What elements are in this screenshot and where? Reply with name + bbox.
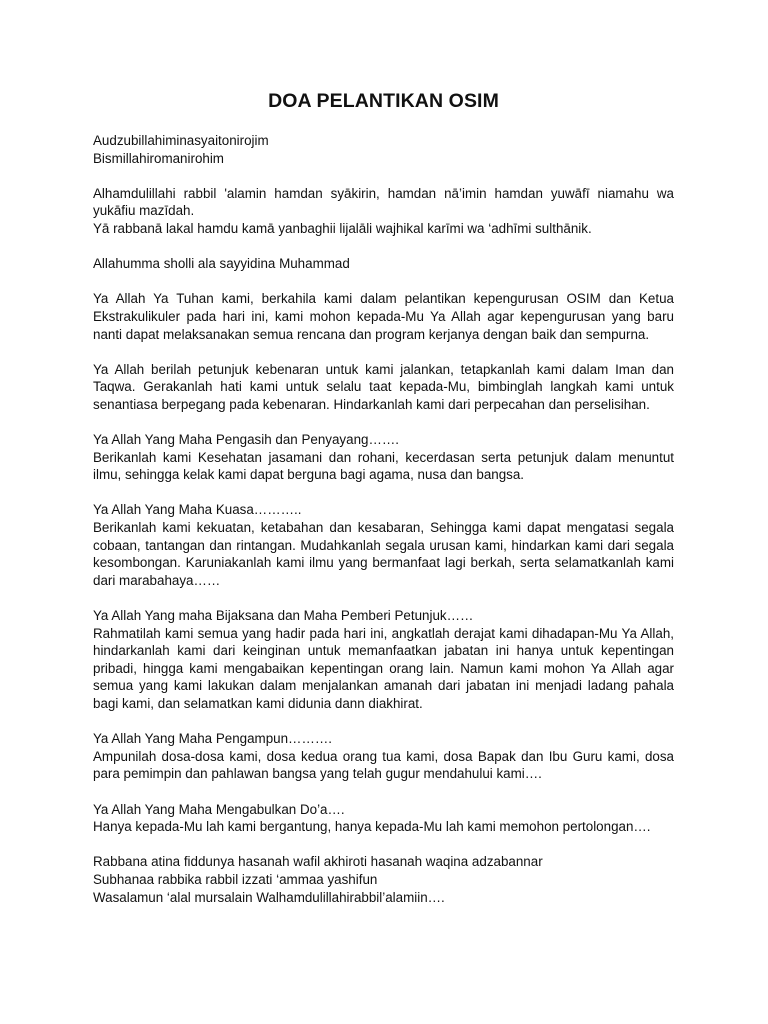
prayer-section-bijaksana bbox=[93, 607, 674, 713]
section-heading: Ya Allah Yang Maha Pengasih dan Penyayang……. bbox=[93, 432, 399, 448]
hamdalah-line-2: Yā rabbanā lakal hamdu kamā yanbaghii lijalāli wajhikal karīmi wa ‘adhīmi sulthānik. bbox=[93, 220, 592, 236]
sholawat-paragraph bbox=[93, 255, 674, 273]
line-taawudz: Audzubillahiminasyaitonirojim bbox=[93, 133, 269, 148]
closing-prayer bbox=[93, 853, 674, 906]
section-body: Berikanlah kami kekuatan, ketabahan dan kesabaran, Sehingga kami dapat mengatasi segala cobaan, tantangan dan rintangan. Mudahkanlah segala urusan kami, hindarkan kami dari segala kesombongan. Karuniakanlah kami ilmu yang bermanfaat lagi berkah, serta selamatkanlah kami dari marabahaya…… bbox=[93, 520, 674, 588]
section-body: Hanya kepada-Mu lah kami bergantung, hanya kepada-Mu lah kami memohon pertolongan…. bbox=[93, 819, 651, 835]
closing-line-3: Wasalamun ‘alal mursalain Walhamdulillahirabbil’alamiin…. bbox=[93, 889, 445, 905]
prayer-section-mengabulkan bbox=[93, 801, 674, 836]
hamdalah-line-1: Alhamdulillahi rabbil 'alamin hamdan syākirin, hamdan nā’imin hamdan yuwāfī niamahu wa yukāfiu mazīdah. bbox=[93, 185, 674, 219]
closing-line-1: Rabbana atina fiddunya hasanah wafil akhiroti hasanah waqina adzabannar bbox=[93, 854, 543, 870]
hamdalah-paragraph bbox=[93, 185, 674, 238]
section-body: Ampunilah dosa-dosa kami, dosa kedua orang tua kami, dosa Bapak dan Ibu Guru kami, dosa para pemimpin dan pahlawan bangsa yang telah gugur mendahului kami…. bbox=[93, 748, 674, 782]
section-body: Berikanlah kami Kesehatan jasamani dan rohani, kecerdasan serta petunjuk dalam menuntut ilmu, sehingga kelak kami dapat berguna bagi agama, nusa dan bangsa. bbox=[93, 449, 674, 483]
section-heading: Ya Allah Yang Maha Mengabulkan Do’a…. bbox=[93, 801, 345, 817]
prayer-section-kuasa bbox=[93, 501, 674, 589]
closing-line-2: Subhanaa rabbika rabbil izzati ‘ammaa yashifun bbox=[93, 871, 378, 887]
section-heading: Ya Allah Yang maha Bijaksana dan Maha Pemberi Petunjuk…… bbox=[93, 608, 474, 624]
line-basmalah: Bismillahiromanirohim bbox=[93, 150, 224, 166]
page-title: DOA PELANTIKAN OSIM bbox=[268, 90, 499, 112]
prayer-section-pengampun bbox=[93, 730, 674, 783]
prayer-section-pengasih bbox=[93, 431, 674, 484]
opening-invocation bbox=[93, 132, 674, 167]
sholawat-line: Allahumma sholli ala sayyidina Muhammad bbox=[93, 256, 350, 272]
prayer-paragraph-1: Ya Allah Ya Tuhan kami, berkahila kami dalam pelantikan kepengurusan OSIM dan Ketua Ekstrakulikuler pada hari ini, kami mohon kepada-Mu Ya Allah agar kepengurusan yang baru nanti dapat melaksanakan semua rencana dan program kerjanya dengan baik dan sempurna. bbox=[93, 291, 674, 342]
prayer-paragraph-2: Ya Allah berilah petunjuk kebenaran untuk kami jalankan, tetapkanlah kami dalam Iman dan Taqwa. Gerakanlah hati kami untuk selalu taat kepada-Mu, bimbinglah langkah kami untuk senantiasa berpegang pada kebenaran. Hindarkanlah kami dari perpecahan dan perselisihan. bbox=[93, 361, 674, 412]
section-body: Rahmatilah kami semua yang hadir pada hari ini, angkatlah derajat kami dihadapan-Mu Ya Allah, hindarkanlah kami dari keinginan untuk memanfaatkan jabatan ini hanya untuk kepentingan pribadi, hingga kami mengabaikan kepentingan orang lain. Namun kami mohon Ya Allah agar semua yang kami lakukan dalam menjalankan amanah dari jabatan ini menjadi ladang pahala bagi kami, dan selamatkan kami didunia dann diakhirat. bbox=[93, 625, 674, 711]
section-heading: Ya Allah Yang Maha Pengampun………. bbox=[93, 731, 332, 747]
section-heading: Ya Allah Yang Maha Kuasa……….. bbox=[93, 502, 302, 518]
